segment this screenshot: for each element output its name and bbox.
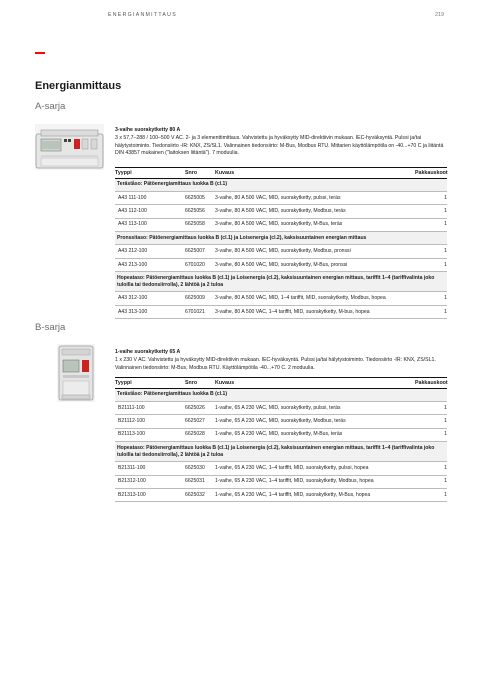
table-header bbox=[115, 378, 447, 389]
product-description: 3 x 57,7–288 / 100–500 V AC. 2- ja 3 elementtimittaus. Vahvistettu ja hyväksytty MID-direktiivin mukaan. IEC-hyväksyntä. Pulssi ja/tai hälytystoiminto. Tiedonsiirto -IR: KNX, ZS/SL1. Valinnainen tiedonsiirto: M-Bus, Modbus RTU. Mittarien käyttölämpötila on -40...+70 C ja liitäntä DIN 43857 mukainen ("laitoksen liitäntä"). 7 moduulia. bbox=[115, 135, 444, 157]
col-qty: Pakkauskoot bbox=[415, 168, 447, 179]
table-row: B21113-100 6625028 1-vaihe, 65 A 230 VAC, MID, suorakytketty, M-Bus, teräs 1 bbox=[115, 428, 447, 441]
single-phase-meter-icon bbox=[57, 344, 95, 402]
table-row: B21111-100 6625026 1-vaihe, 65 A 230 VAC, MID, suorakytketty, pulssi, teräs 1 bbox=[115, 401, 447, 414]
group-title: Hopeataso: Pätöenergiamittaus luokka B (cl.1) ja Loisenergia (cl.2), kaksisuuntainen energian mittaus, tariffit 1–4 (tariffivalinta joko tuloilla tai tiedonsiirrolla), 2 lähtöä ja 2 tuloa bbox=[115, 442, 447, 462]
table-row: B21311-100 6625030 1-vaihe, 65 A 230 VAC, 1–4 tariffit, MID, suorakytketty, pulssi, hopea 1 bbox=[115, 462, 447, 475]
section-title: ENERGIANMITTAUS bbox=[108, 12, 177, 18]
col-code: Snro bbox=[185, 168, 215, 179]
col-code: Snro bbox=[185, 378, 215, 389]
accent-bar bbox=[35, 52, 45, 54]
col-type: Tyyppi bbox=[115, 378, 185, 389]
table-row: A43 111-100 6625005 3-vaihe, 80 A 500 VAC, MID, suorakytketty, pulssi, teräs 1 bbox=[115, 191, 447, 204]
table-row: A43 213-100 6701020 3-vaihe, 80 A 500 VAC, MID, suorakytketty, M-Bus, pronssi 1 bbox=[115, 258, 447, 271]
table-row: A43 113-100 6625058 3-vaihe, 80 A 500 VAC, MID, suorakytketty, M-Bus, teräs 1 bbox=[115, 218, 447, 231]
product-description: 1 x 230 V AC. Vahvistettu ja hyväksytty MID-direktiivin mukaan. IEC-hyväksyntä. Pulssi ja/tai hälytystoiminto. Tiedonsiirto -IR: KNX, ZS/SL1. Valinnainen tiedonsiirto: M-Bus, Modbus RTU. Käyttölämpötila -40...+70 C. 2 moduulia. bbox=[115, 357, 436, 371]
page-title: Energianmittaus bbox=[35, 80, 122, 92]
product-table-b bbox=[115, 377, 447, 502]
series-b-block bbox=[115, 349, 447, 372]
series-a-block bbox=[115, 127, 447, 158]
product-title: 1-vaihe suorakytketty 65 A bbox=[115, 349, 181, 355]
page-number: 219 bbox=[435, 12, 444, 18]
product-table-a bbox=[115, 167, 447, 319]
page-header bbox=[108, 12, 444, 22]
three-phase-meter-icon bbox=[35, 124, 104, 170]
group-title: Pronssitaso: Pätöenergiamittaus luokka B (cl.1) ja Loisenergia (cl.2), kaksisuuntainen energian mittaus bbox=[115, 232, 447, 245]
table-row: A43 313-100 6701021 3-vaihe, 80 A 500 VAC, 1–4 tariffit, MID, suorakytketty, M-bus, hopea 1 bbox=[115, 305, 447, 318]
col-type: Tyyppi bbox=[115, 168, 185, 179]
table-row: B21312-100 6625031 1-vaihe, 65 A 230 VAC, 1–4 tariffit, MID, suorakytketty, Modbus, hopea 1 bbox=[115, 475, 447, 488]
group-title: Teräståso: Pätöenergiamittaus luokka B (cl.1) bbox=[115, 388, 447, 401]
series-a-heading: A-sarja bbox=[35, 101, 66, 112]
meter-a-image bbox=[35, 124, 104, 170]
table-row: B21112-100 6625027 1-vaihe, 65 A 230 VAC, MID, suorakytketty, Modbus, teräs 1 bbox=[115, 415, 447, 428]
table-header bbox=[115, 168, 447, 179]
meter-b-image bbox=[57, 344, 95, 402]
table-row: A43 112-100 6625056 3-vaihe, 80 A 500 VAC, MID, suorakytketty, Modbus, teräs 1 bbox=[115, 205, 447, 218]
table-row: B21313-100 6625032 1-vaihe, 65 A 230 VAC, 1–4 tariffit, MID, suorakytketty, M-Bus, hopea 1 bbox=[115, 489, 447, 502]
col-desc: Kuvaus bbox=[215, 168, 415, 179]
table-row: A43 212-100 6625007 3-vaihe, 80 A 500 VAC, MID, suorakytketty, Modbus, pronssi 1 bbox=[115, 245, 447, 258]
col-qty: Pakkauskoot bbox=[415, 378, 447, 389]
table-row: A43 312-100 6625009 3-vaihe, 80 A 500 VAC, MID, 1–4 tariffit, MID, suorakytketty, Modbus, hopea 1 bbox=[115, 292, 447, 305]
series-b-heading: B-sarja bbox=[35, 322, 66, 333]
group-title: Teräståso: Pätöenergiamittaus luokka B (cl.1) bbox=[115, 178, 447, 191]
product-title: 3-vaihe suorakytketty 80 A bbox=[115, 127, 181, 133]
group-title: Hopeataso: Pätöenergiamittaus luokka B (cl.1) ja Loisenergia (cl.2), kaksisuuntainen energian mittaus, tariffit 1–4 (tariffivalinta joko tuloilla tai tiedonsiirrolla), 2 lähtöä ja 2 tuloa bbox=[115, 272, 447, 292]
col-desc: Kuvaus bbox=[215, 378, 415, 389]
